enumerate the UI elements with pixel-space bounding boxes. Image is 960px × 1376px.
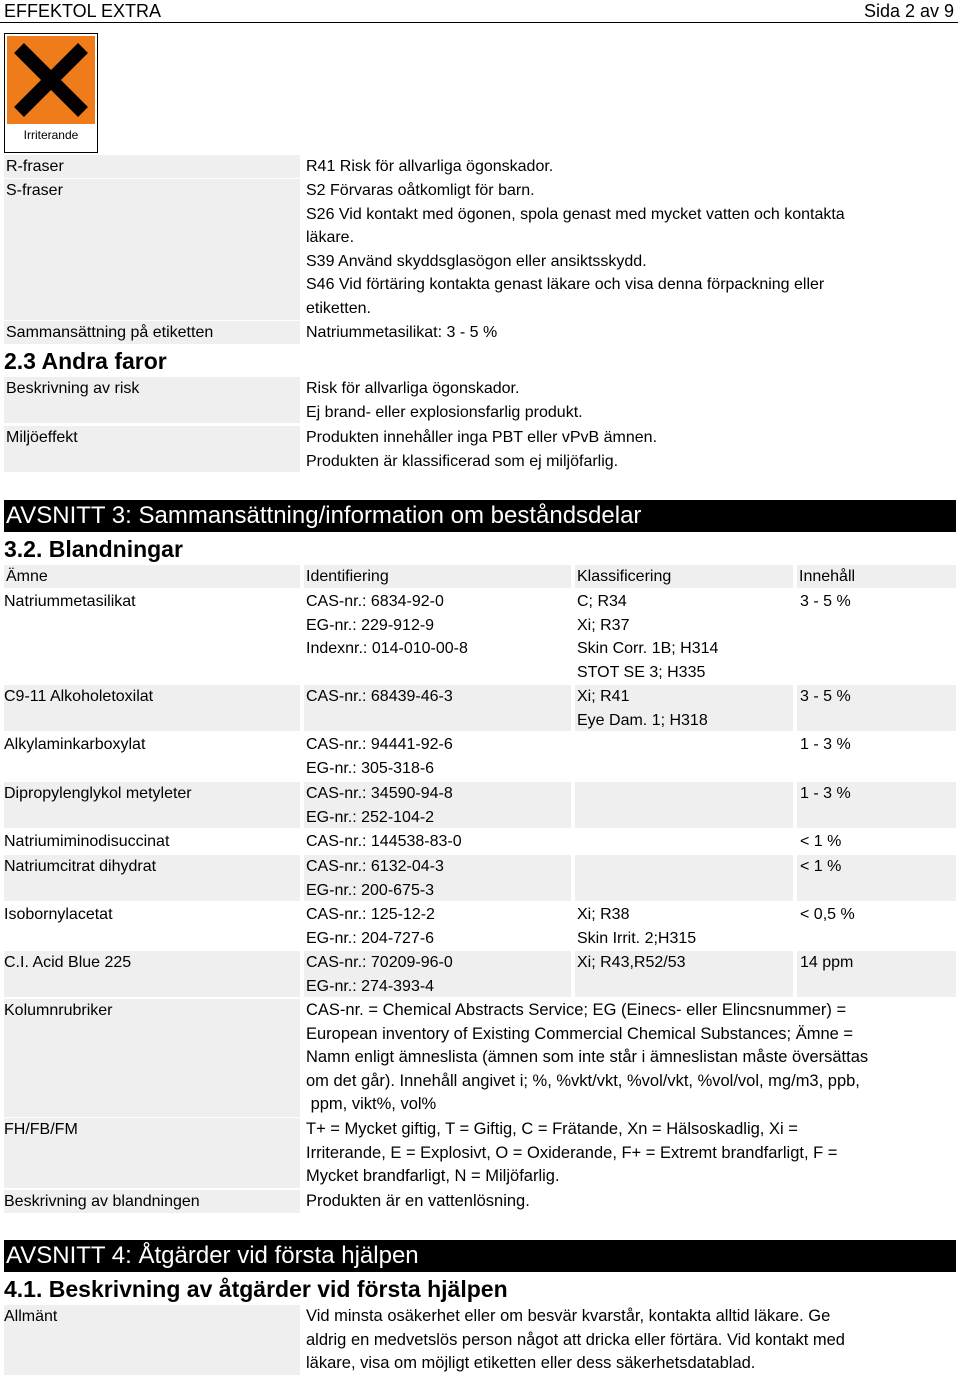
col-header-substance: Ämne bbox=[4, 565, 300, 588]
substance-amount: 1 - 3 % bbox=[800, 785, 851, 802]
hazard-x-icon bbox=[7, 36, 95, 124]
hazard-value-env bbox=[306, 426, 657, 473]
classification-line: Xi; R38 bbox=[577, 906, 630, 923]
label-key-s bbox=[4, 179, 300, 320]
note-line: European inventory of Existing Commercial Chemical Substances; Ämne = bbox=[306, 1024, 854, 1043]
row-shade bbox=[575, 782, 793, 828]
substance-id: CAS-nr.: 68439-46-3 bbox=[306, 688, 453, 705]
substance-id: CAS-nr.: 125-12-2 bbox=[306, 906, 435, 923]
hazard-line: Produkten innehåller inga PBT eller vPvB ämnen. bbox=[306, 429, 658, 446]
hazard-pictogram bbox=[4, 33, 98, 153]
classification-line: C; R34 bbox=[577, 593, 627, 610]
hazard-line: Ej brand- eller explosionsfarlig produkt. bbox=[306, 403, 583, 421]
firstaid-value-general bbox=[306, 1305, 845, 1376]
substance-name: Natriumiminodisuccinat bbox=[4, 833, 170, 850]
substance-amount: < 1 % bbox=[800, 858, 842, 875]
substance-id: CAS-nr.: 94441-92-6 bbox=[306, 736, 453, 753]
substance-id: EG-nr.: 305-318-6 bbox=[306, 759, 435, 777]
substance-amount: < 0,5 % bbox=[800, 906, 855, 923]
label-value-s bbox=[306, 179, 845, 320]
col-header-content: Innehåll bbox=[797, 565, 956, 588]
label-key-composition: Sammansättning på etiketten bbox=[4, 321, 300, 344]
substance-ids bbox=[306, 903, 435, 950]
note-key-symbols bbox=[4, 1118, 300, 1188]
s-phrase: S46 Vid förtäring kontakta genast läkare och visa denna förpackning eller bbox=[306, 276, 825, 293]
note-value-symbols bbox=[306, 1118, 837, 1189]
product-name: EFFEKTOL EXTRA bbox=[4, 1, 162, 21]
note-key-text: FH/FB/FM bbox=[4, 1121, 78, 1138]
substance-id: CAS-nr.: 6834-92-0 bbox=[306, 593, 444, 610]
substance-classification: Xi; R43,R52/53 bbox=[577, 954, 686, 971]
hazard-line: Risk för allvarliga ögonskador. bbox=[306, 380, 520, 397]
substance-amount: 14 ppm bbox=[800, 954, 854, 971]
note-line: Irriterande, E = Explosivt, O = Oxiderande, F+ = Extremt brandfarligt, F = bbox=[306, 1143, 838, 1162]
classification-line: Skin Corr. 1B; H314 bbox=[577, 640, 719, 657]
hazard-value-risk bbox=[306, 377, 583, 424]
substance-classification bbox=[577, 685, 708, 732]
note-line: om det går). Innehåll angivet i; %, %vkt/vkt, %vol/vkt, %vol/vol, mg/m3, ppb, bbox=[306, 1071, 860, 1090]
page-header bbox=[0, 0, 958, 23]
classification-line: Skin Irrit. 2;H315 bbox=[577, 929, 697, 947]
section-4-title: AVSNITT 4: Åtgärder vid första hjälpen bbox=[4, 1240, 956, 1272]
hazard-key-risk bbox=[4, 377, 300, 423]
hazard-key-env bbox=[4, 426, 300, 472]
section-4-subheading: 4.1. Beskrivning av åtgärder vid första hjälpen bbox=[4, 1276, 508, 1302]
substance-amount: 1 - 3 % bbox=[800, 736, 851, 753]
substance-id: CAS-nr.: 144538-83-0 bbox=[306, 833, 462, 850]
substance-amount: < 1 % bbox=[800, 833, 842, 850]
hazard-key-risk-text: Beskrivning av risk bbox=[6, 380, 140, 397]
s-phrase: S39 Använd skyddsglasögon eller ansiktsskydd. bbox=[306, 252, 647, 270]
substance-name: Natriumcitrat dihydrat bbox=[4, 858, 157, 875]
substance-id: CAS-nr.: 70209-96-0 bbox=[306, 954, 453, 971]
col-header-classification: Klassificering bbox=[575, 565, 793, 588]
note-key-mixture: Beskrivning av blandningen bbox=[4, 1190, 300, 1213]
classification-line: STOT SE 3; H335 bbox=[577, 663, 706, 681]
col-header-identification: Identifiering bbox=[304, 565, 571, 588]
label-value-composition: Natriummetasilikat: 3 - 5 % bbox=[306, 324, 498, 341]
substance-id: EG-nr.: 274-393-4 bbox=[306, 977, 435, 995]
substance-amount: 3 - 5 % bbox=[800, 688, 851, 705]
substance-name: C9-11 Alkoholetoxilat bbox=[4, 688, 154, 705]
substance-amount: 3 - 5 % bbox=[800, 593, 851, 610]
firstaid-key-text: Allmänt bbox=[4, 1308, 58, 1325]
note-line: Namn enligt ämneslista (ämnen som inte står i ämneslistan måste översättas bbox=[306, 1048, 869, 1066]
s-phrase: läkare. bbox=[306, 229, 355, 246]
label-key-r: R-fraser bbox=[4, 155, 300, 178]
classification-line: Xi; R41 bbox=[577, 688, 630, 705]
page-number: Sida 2 av 9 bbox=[863, 1, 954, 21]
substance-id: EG-nr.: 204-727-6 bbox=[306, 929, 435, 947]
label-value-r bbox=[306, 155, 553, 179]
note-line: CAS-nr. = Chemical Abstracts Service; EG (Einecs- eller Elincsnummer) = bbox=[306, 1001, 847, 1019]
substance-ids bbox=[306, 590, 468, 661]
substance-ids bbox=[306, 782, 453, 829]
substance-id: CAS-nr.: 34590-94-8 bbox=[306, 785, 453, 802]
note-line: ppm, vikt%, vol% bbox=[306, 1095, 437, 1113]
substance-name: Alkylaminkarboxylat bbox=[4, 736, 146, 753]
label-key-s-text: S-fraser bbox=[6, 182, 63, 199]
substance-id: EG-nr.: 229-912-9 bbox=[306, 616, 435, 634]
substance-name: C.I. Acid Blue 225 bbox=[4, 954, 132, 971]
hazard-key-env-text: Miljöeffekt bbox=[6, 429, 78, 446]
substance-name: Isobornylacetat bbox=[4, 906, 113, 923]
row-shade bbox=[575, 855, 793, 901]
substance-ids bbox=[306, 733, 453, 780]
substance-name: Natriummetasilikat bbox=[4, 593, 136, 610]
substance-classification bbox=[577, 903, 696, 950]
firstaid-line: Vid minsta osäkerhet eller om besvär kvarstår, kontakta alltid läkare. Ge bbox=[306, 1307, 831, 1325]
substance-id: CAS-nr.: 6132-04-3 bbox=[306, 858, 444, 875]
section-3-subheading: 3.2. Blandningar bbox=[4, 536, 183, 562]
substance-id: EG-nr.: 200-675-3 bbox=[306, 881, 435, 899]
substance-ids bbox=[306, 855, 444, 902]
substance-id: EG-nr.: 252-104-2 bbox=[306, 808, 435, 826]
substance-name: Dipropylenglykol metyleter bbox=[4, 785, 192, 802]
r-phrase: R41 Risk för allvarliga ögonskador. bbox=[306, 158, 554, 175]
section-3-title: AVSNITT 3: Sammansättning/information om beståndsdelar bbox=[4, 500, 956, 532]
substance-ids bbox=[306, 951, 453, 998]
pictogram-label: Irriterande bbox=[23, 128, 79, 142]
s-phrase: etiketten. bbox=[306, 299, 371, 317]
s-phrase: S2 Förvaras oåtkomligt för barn. bbox=[306, 182, 535, 199]
note-key-text: Kolumnrubriker bbox=[4, 1002, 113, 1019]
note-value-columns bbox=[306, 999, 868, 1117]
classification-line: Xi; R37 bbox=[577, 616, 630, 634]
note-line: T+ = Mycket giftig, T = Giftig, C = Frätande, Xn = Hälsoskadlig, Xi = bbox=[306, 1120, 798, 1138]
heading-other-hazards: 2.3 Andra faror bbox=[4, 348, 167, 374]
substance-classification bbox=[577, 590, 718, 684]
classification-line: Eye Dam. 1; H318 bbox=[577, 711, 708, 729]
hazard-line: Produkten är klassificerad som ej miljöfarlig. bbox=[306, 452, 619, 470]
firstaid-key-general bbox=[4, 1305, 300, 1375]
s-phrase: S26 Vid kontakt med ögonen, spola genast med mycket vatten och kontakta bbox=[306, 205, 845, 223]
note-line: Mycket brandfarligt, N = Miljöfarlig. bbox=[306, 1167, 560, 1185]
note-value-mixture: Produkten är en vattenlösning. bbox=[306, 1192, 530, 1210]
substance-id: Indexnr.: 014-010-00-8 bbox=[306, 640, 468, 657]
firstaid-line: aldrig en medvetslös person något att dricka eller förtära. Vid kontakt med bbox=[306, 1330, 845, 1349]
note-key-columns bbox=[4, 999, 300, 1117]
firstaid-line: läkare, visa om möjligt etiketten eller dess säkerhetsdatablad. bbox=[306, 1354, 756, 1372]
